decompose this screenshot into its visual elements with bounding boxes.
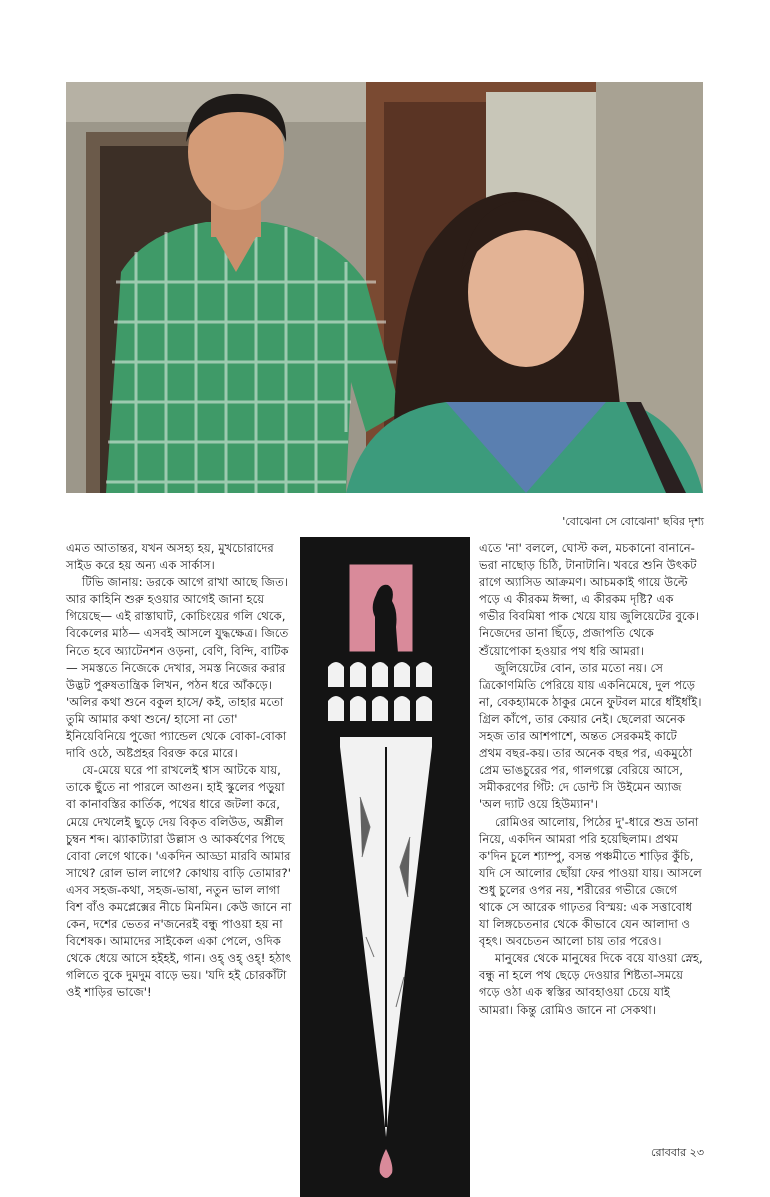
- left-article-column: [66, 540, 292, 1002]
- dagger-window-silhouette-illustration: [300, 537, 470, 1197]
- article-paragraph: মানুষের থেকে মানুষের দিকে বয়ে যাওয়া স্নেহ, বন্ধু না হলে পথ ছেড়ে দেওয়ার শিষ্টতা-সময়ে গড়ে ওঠা এক স্বস্তির আবহাওয়া চেয়ে যাই আমরা। কিন্তু রোমিও জানে না সেকথা।: [479, 951, 703, 1017]
- page-folio: রোববার ২৩: [651, 1146, 704, 1159]
- article-paragraph: রোমিওর আলোয়, পিঠের দু'-ধারে শুভ্র ডানা নিয়ে, একদিন আমরা পরি হয়েছিলাম। প্রথম ক'দিন চুলে শ্যাম্পু, বসন্ত পঞ্চমীতে শাড়ির কুঁচি, যদি সে আলোর ছোঁয়া ফের পাওয়া যায়। আসলে শুধু চুলের ওপর নয়, শরীরের গভীরে জেগে থাকে সে আরেক গাঢ়তর বিস্ময়: এক সত্তাবোধ যা লিঙ্গচেতনার থেকে কীভাবে যেন আলাদা ও বৃহৎ। অবচেতন আলো চায় তার পরেও।: [479, 814, 702, 949]
- poster-illustration: [300, 537, 470, 1197]
- article-paragraph: জুলিয়েটের বোন, তার মতো নয়। সে ত্রিকোণমিতি পেরিয়ে যায় একনিমেষে, দুল পড়ে না, বেকহ্যামকে ঠাকুর মেনে ফুটবল মারে ধাঁইধাঁই। গ্রিল কাঁপে, তার কেয়ার নেই। ছেলেরা অনেক সহজ তার আশপাশে, অন্তত সেরকমই কাটে প্রথম বছর-কয়। তার অনেক বছর পর, একমুঠো প্রেম ভাঙচুরের পর, গালগল্পে বেরিয়ে আসে, সমীকরণের গিঁট: দে ডোন্ট সি উইমেন অ্যাজ 'অল দ্যাট ওয়ে হিউম্যান'।: [479, 660, 702, 812]
- film-still-photo: [66, 82, 703, 493]
- article-paragraph: টিভি জানায়: ডরকে আগে রাখা আছে জিত। আর কাহিনি শুরু হওয়ার আগেই জানা হয়ে গিয়েছে— এই রাস্তাঘাট, কোচিংয়ের গলি থেকে, বিকেলের মাঠ— এসবই আসলে যুদ্ধক্ষেত্র। জিতে নিতে হবে অ্যাটেনশন ওড়না, বেণি, বিন্দি, বাটিক— সমস্ততে নিজেকে দেখার, সমস্ত নিজের করার উদ্ভট পুরুষতান্ত্রিক লিখন, পঠন ধরে আঁকড়ে। 'অলির কথা শুনে বকুল হাসে/ কই, তাহার মতো তুমি আমার কথা শুনে/ হাসো না তো' ইনিয়েবিনিয়ে পুজো প্যান্ডেল থেকে বোকা-বোকা দাবি ওঠে, অষ্টপ্রহর বিরক্ত করে মারে।: [66, 575, 289, 761]
- article-paragraph: যে-মেয়ে ঘরে পা রাখলেই শ্বাস আটকে যায়, তাকে ছুঁতে না পারলে আগুন। হাই স্কুলের পড়ুয়া বা কানাবস্তির কার্তিক, পথের ধারে জটলা করে, মেয়ে দেখলেই ছুড়ে দেয় বিকৃত বলিউড, অশ্লীল চুম্বন শব্দ। ঝ্যাকাট্যারা উল্লাস ও আকর্ষণের পিছে বোবা লেগে থাকে। 'একদিন আড্ডা মারবি আমার সাথে? রোল ভাল লাগে? কোথায় বাড়ি তোমার?' এসব সহজ-কথা, সহজ-ভাষা, নতুন ভাল লাগা বিশ বাঁও কমপ্লেক্সের নীচে মিনমিন। কেউ জানে না কেন, দশের ভেতর ন'জনেরই বন্ধু পাওয়া হয় না বিশেষক। আমাদের সাইকেল একা পেলে, ওদিক থেকে ধেয়ে আসে হইহই, গান। ওহ্ ওহ্ ওহ্! হঠাৎ গলিতে বুকে দুমদুম বাড়ে ভয়। 'যদি হই চোরকাঁটা ওই শাড়ির ভাজে'!: [66, 763, 292, 1000]
- right-article-column: [479, 540, 703, 1019]
- article-paragraph: এমত আতান্তর, যখন অসহ্য হয়, মুখচোরাদের সাইড করে হয় অন্য এক সার্কাস।: [66, 541, 274, 573]
- photo-caption: 'বোঝেনা সে বোঝেনা' ছবির দৃশ্য: [562, 515, 704, 528]
- film-still-man-woman-image: [66, 82, 703, 493]
- article-paragraph: এতে 'না' বললে, ঘোস্ট কল, মচকানো বানানে-ভরা নাছোড় চিঠি, টানাটানি। খবরে শুনি উৎকট রাগে অ্যাসিড আক্রমণ। আচমকাই গায়ে উল্টে পড়ে এ কীরকম ঈপ্সা, এ কীরকম দৃষ্টি? এক গভীর বিবমিষা পাক খেয়ে যায় জুলিয়েটের বুকে। নিজেদের ডানা ছিঁড়ে, প্রজাপতি থেকে শুঁয়োপোকা হওয়ার পথ ধরি আমরা।: [479, 541, 700, 658]
